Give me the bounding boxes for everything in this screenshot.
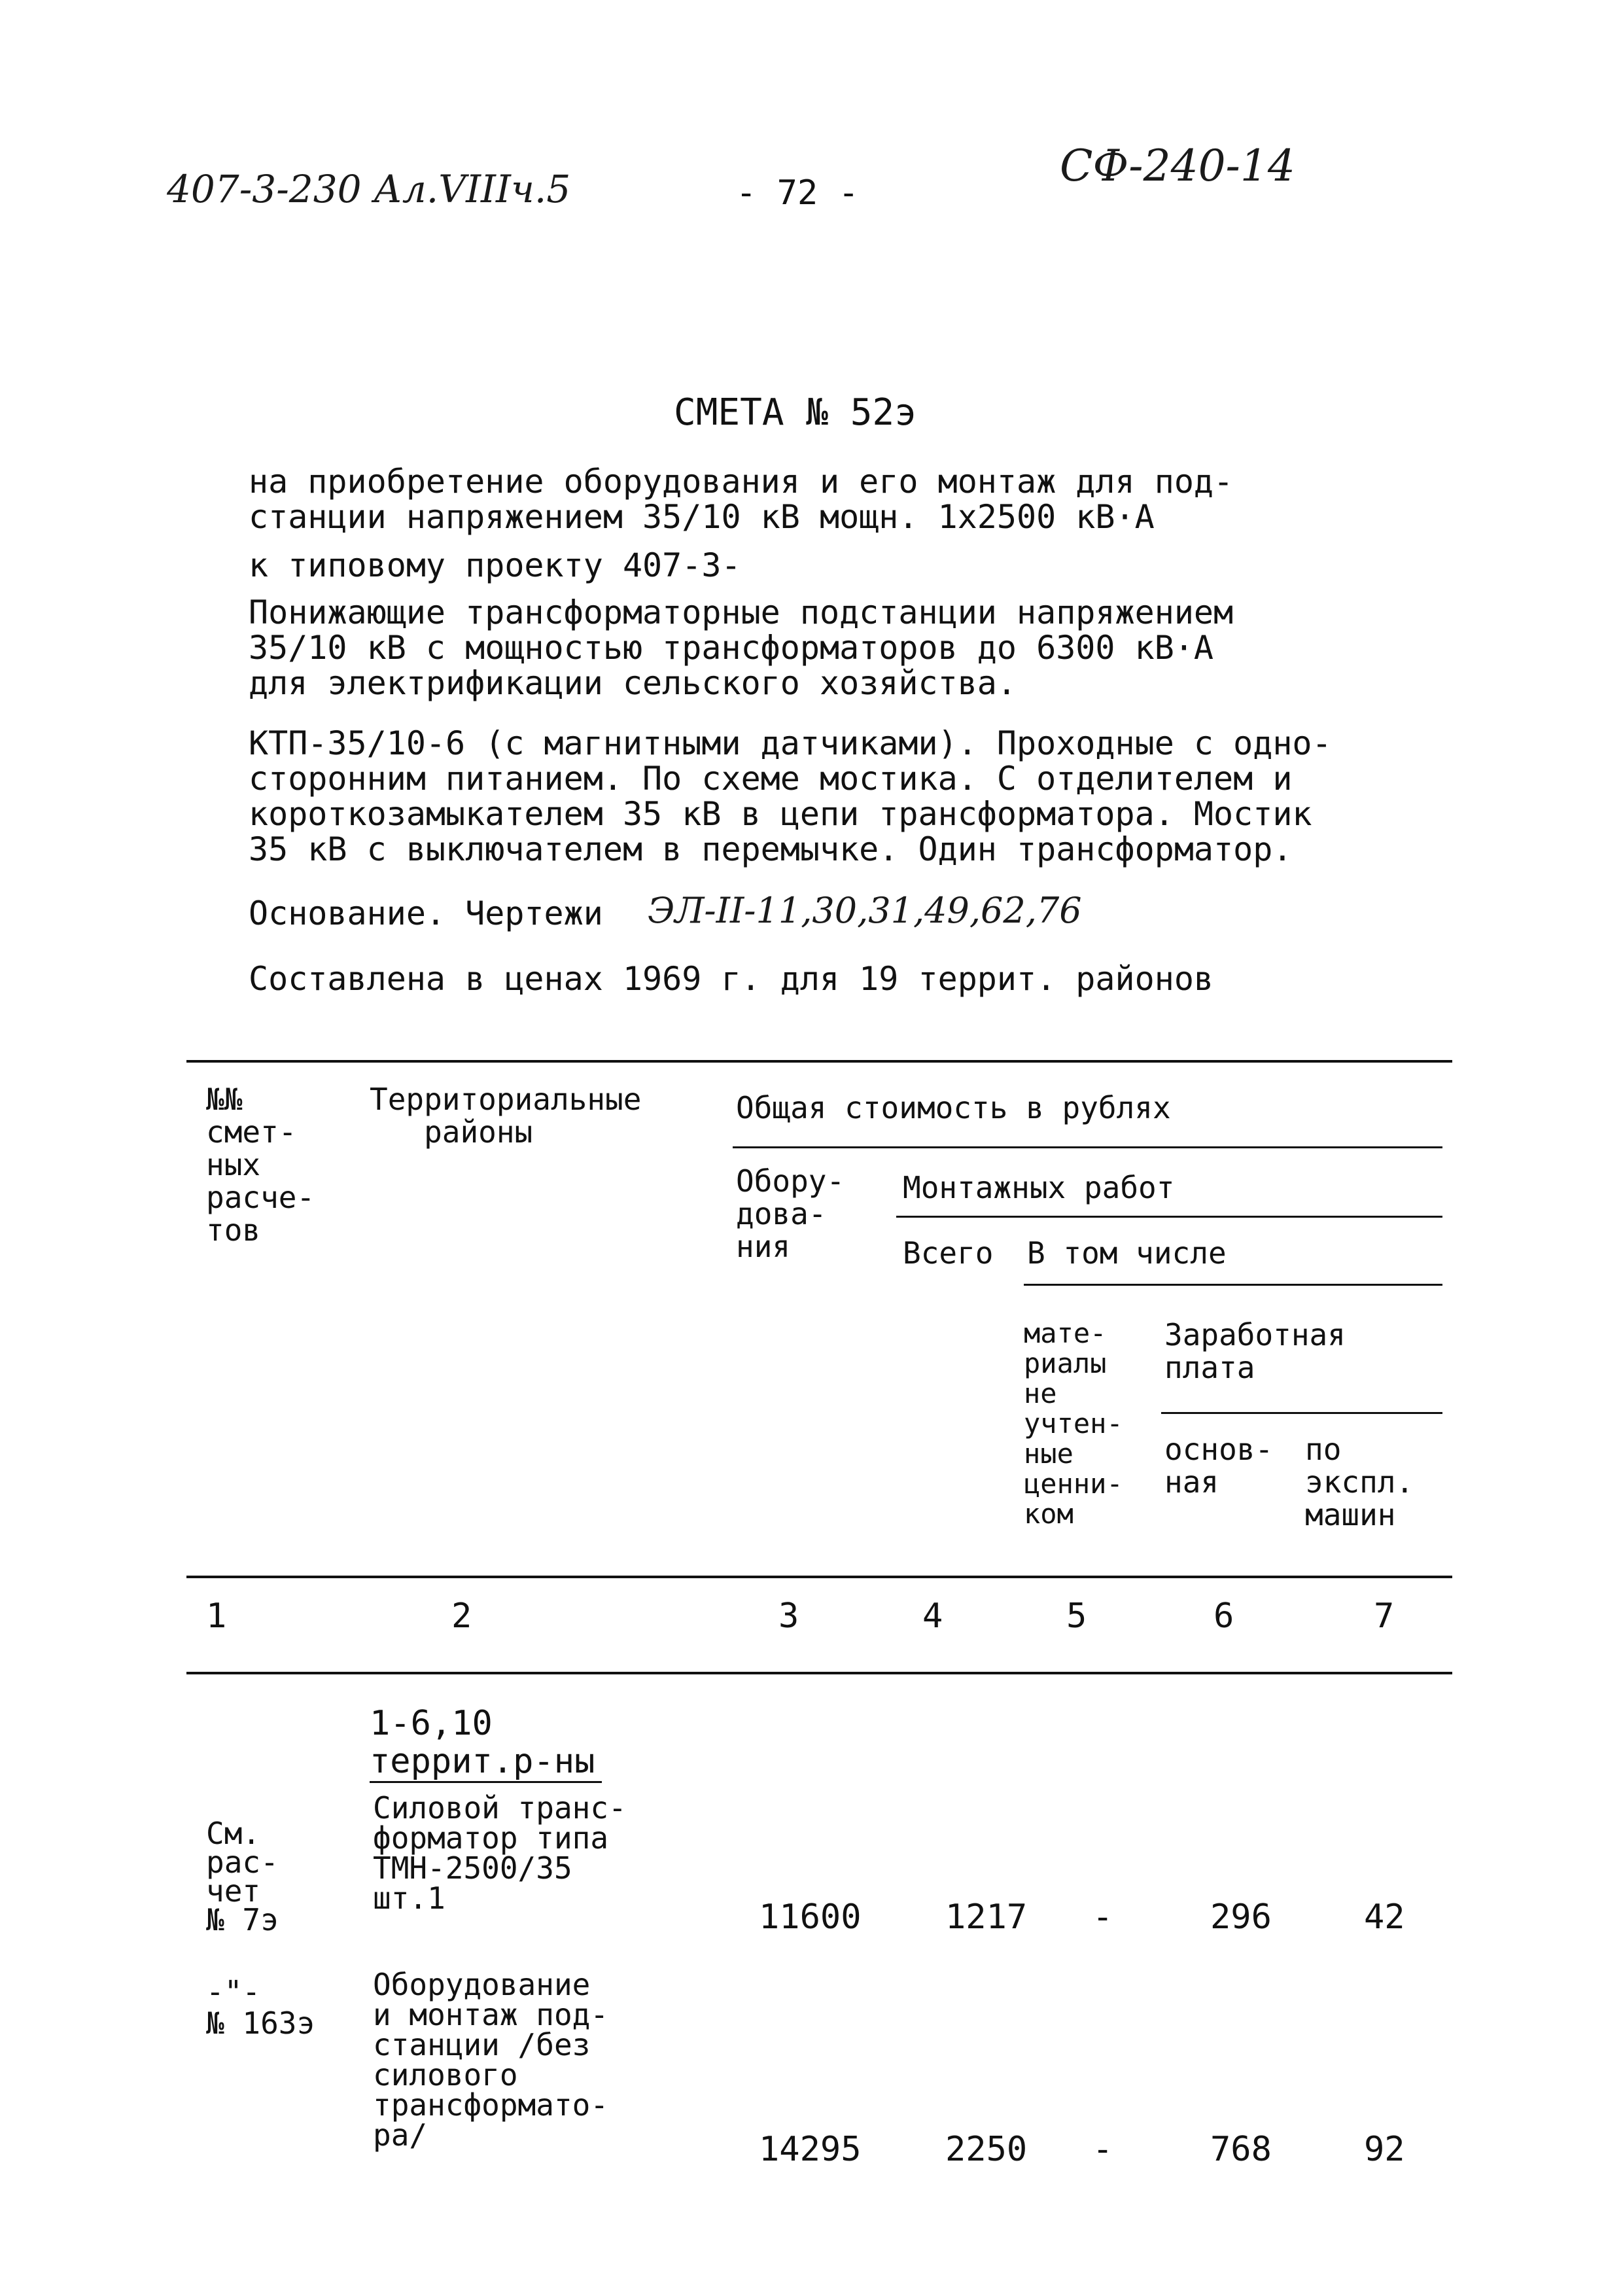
col-number-3: 3: [778, 1597, 799, 1636]
table-top-rule: [186, 1060, 1452, 1063]
document-code: 407-3-230 Ал.VIIIч.5: [167, 167, 571, 211]
row-2-name: Оборудование и монтаж под- станции /без силового трансформато- ра/: [373, 1967, 609, 2153]
header-rule-1: [733, 1146, 1442, 1148]
header-machines: по экспл. машин: [1305, 1432, 1414, 1532]
col-number-5: 5: [1066, 1597, 1087, 1636]
project-reference: к типовому проекту 407-3-: [249, 546, 741, 584]
ktp-line-4: 35 кВ с выключателем в перемычке. Один трансформатор.: [249, 830, 1293, 868]
prices-note: Составлена в ценах 1969 г. для 19 террит. районов: [249, 960, 1214, 998]
col-number-1: 1: [206, 1597, 227, 1636]
header-territorial-districts: Территориальные районы: [370, 1082, 642, 1150]
row-1-total: 1217: [945, 1898, 1028, 1937]
col-numbers-rule: [186, 1672, 1452, 1674]
header-rule-2: [896, 1216, 1442, 1218]
ktp-line-2: сторонним питанием. По схеме мостика. С отделителем и: [249, 760, 1293, 798]
intro-line-2: станции напряжением 35/10 кВ мощн. 1х2500 кВ·А: [249, 498, 1155, 536]
header-including: В том числе: [1027, 1235, 1227, 1271]
header-installation: Монтажных работ: [903, 1170, 1175, 1205]
header-materials: мате- риалы не учтен- ные ценни- ком: [1024, 1317, 1123, 1530]
col-number-4: 4: [922, 1597, 943, 1636]
header-basic: основ- ная: [1164, 1432, 1274, 1500]
basis-drawings: ЭЛ-II-11,30,31,49,62,76: [648, 890, 1082, 931]
project-line-1: Понижающие трансформаторные подстанции напряжением: [249, 593, 1234, 631]
group-title: 1-6,10 террит.р-ны: [370, 1704, 595, 1781]
row-1-machine-wages: 42: [1364, 1898, 1405, 1937]
row-1-materials: -: [1092, 1898, 1113, 1937]
header-total-cost: Общая стоимость в рублях: [736, 1090, 1171, 1125]
ktp-line-1: КТП-35/10-6 (с магнитными датчиками). Проходные с одно-: [249, 724, 1332, 762]
header-rule-4: [1161, 1412, 1442, 1414]
project-line-3: для электрификации сельского хозяйства.: [249, 664, 1017, 702]
header-equipment: Обору- дова- ния: [736, 1163, 845, 1264]
estimate-title: СМЕТА № 52э: [674, 391, 916, 434]
page-number: - 72 -: [736, 173, 859, 213]
row-2-reference: -"- № 163э: [206, 1974, 315, 2041]
group-title-underline: [370, 1781, 602, 1783]
col-number-2: 2: [451, 1597, 472, 1636]
header-total: Всего: [903, 1235, 994, 1271]
row-2-materials: -: [1092, 2130, 1113, 2169]
header-bottom-rule: [186, 1576, 1452, 1578]
basis-label: Основание. Чертежи: [249, 894, 603, 932]
ktp-line-3: короткозамыкателем 35 кВ в цепи трансформатора. Мостик: [249, 795, 1312, 833]
project-line-2: 35/10 кВ с мощностью трансформаторов до 6300 кВ·А: [249, 629, 1214, 667]
row-2-total: 2250: [945, 2130, 1028, 2169]
row-2-basic-wages: 768: [1210, 2130, 1272, 2169]
row-1-basic-wages: 296: [1210, 1898, 1272, 1937]
row-2-equipment: 14295: [759, 2130, 862, 2169]
intro-line-1: на приобретение оборудования и его монтаж для под-: [249, 463, 1234, 501]
col-number-6: 6: [1213, 1597, 1234, 1636]
header-rule-3: [1024, 1284, 1442, 1286]
sheet-code: СФ-240-14: [1060, 141, 1295, 191]
header-estimate-numbers: №№ смет- ных расче- тов: [206, 1082, 315, 1248]
header-wages: Заработная плата: [1164, 1317, 1346, 1385]
row-1-name: Силовой транс- форматор типа ТМН-2500/35 шт.1: [373, 1790, 627, 1916]
col-number-7: 7: [1374, 1597, 1395, 1636]
row-2-machine-wages: 92: [1364, 2130, 1405, 2169]
row-1-reference: См. рас- чет № 7э: [206, 1816, 279, 1937]
row-1-equipment: 11600: [759, 1898, 862, 1937]
